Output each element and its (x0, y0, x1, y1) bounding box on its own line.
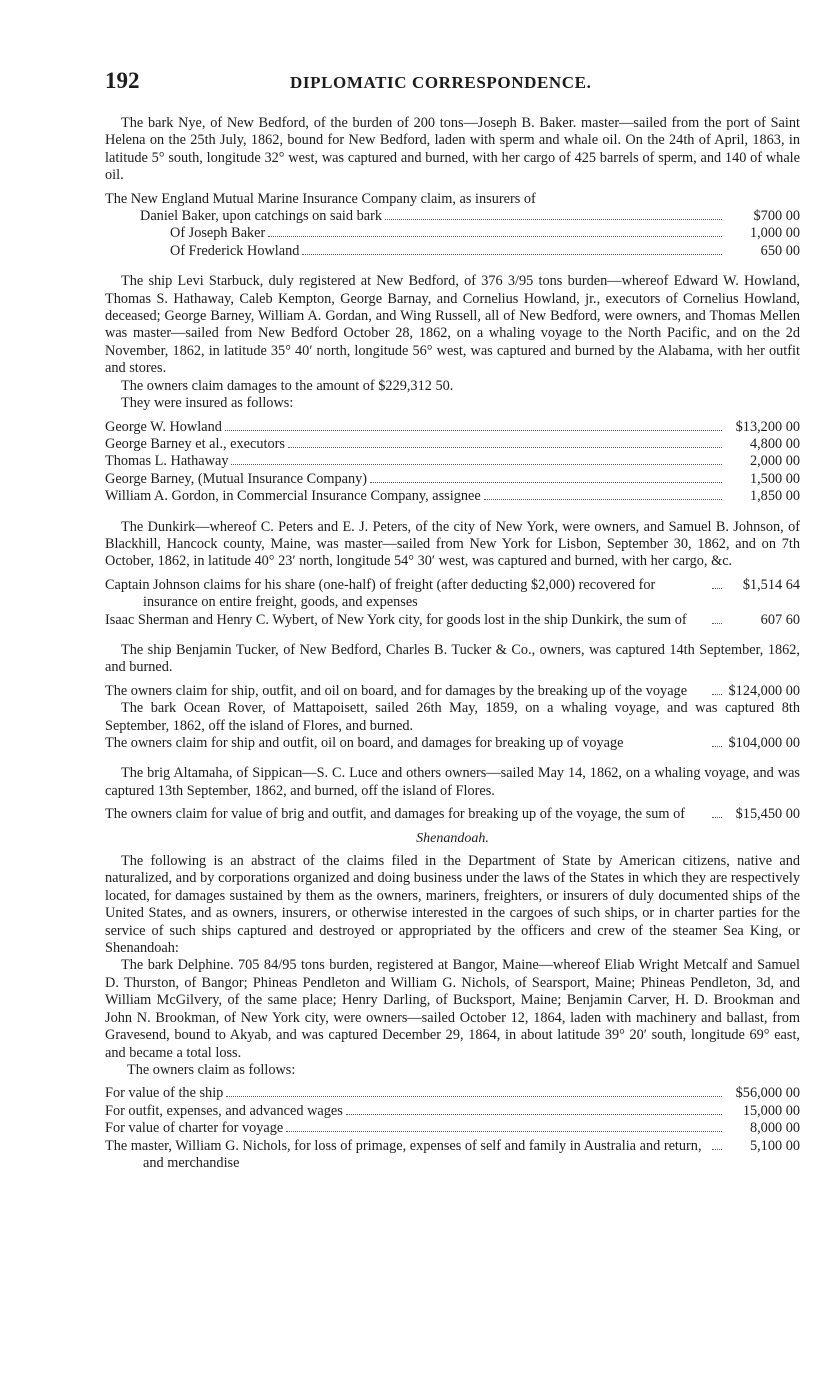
claim-row (105, 208, 800, 225)
running-title: DIPLOMATIC CORRESPONDENCE. (290, 73, 592, 92)
claim-row (105, 683, 800, 700)
claim-label: George Barney et al., executors (105, 435, 285, 452)
claim-amount: 15,000 00 (742, 1102, 800, 1119)
claim-row (105, 1120, 800, 1137)
claim-label: For value of the ship (105, 1085, 224, 1102)
claim-row (105, 419, 800, 436)
leader-dots (225, 430, 722, 431)
tucker-paragraph: The ship Benjamin Tucker, of New Bedford, Charles B. Tucker & Co., owners, was captured 14th September, 1862, and burned. (105, 641, 800, 676)
leader-dots (286, 1131, 722, 1132)
dunkirk-paragraph: The Dunkirk—whereof C. Peters and E. J. Peters, of the city of New York, were owners, and Samuel B. Johnson, of Blackhill, Hancock county, Maine, was master—sailed from New York for Lisbon, September 30, 1862, and on 7th October, 1862, in latitude 40° 23′ north, longitude 54° 30′ west, was captured and burned, with her cargo, &c. (105, 518, 800, 570)
leader-dots (712, 588, 722, 589)
claim-amount: 650 00 (760, 242, 800, 259)
claim-row (105, 471, 800, 488)
claim-amount: $1,514 64 (742, 576, 800, 593)
leader-dots (268, 236, 722, 237)
claim-row (105, 243, 800, 260)
claim-label: Thomas L. Hathaway (105, 453, 229, 470)
claim-amount: 1,850 00 (749, 488, 800, 505)
leader-dots (231, 464, 722, 465)
nye-claim-intro: The New England Mutual Marine Insurance Company claim, as insurers of (105, 190, 536, 207)
claim-label: The owners claim for ship and outfit, oil on board, and damages for breaking up of voyage (105, 735, 624, 751)
claim-row (105, 488, 800, 505)
claim-row (105, 436, 800, 453)
shenandoah-intro: The following is an abstract of the claims filed in the Department of State by American citizens, native and naturalized, and by corporations organized and doing business under the laws of the States in which they are respectively located, for damages sustained by them as the owners, mariners, freighters, or insurers of duly documented ships of the United States, and as owners, insurers, or otherwise interested in the cargoes of such ships, or in charter parties for the service of such ships captured and destroyed or appropriated by the officers and crew of the steamer Sea King, or Shenandoah: (105, 853, 800, 957)
claim-row (105, 806, 800, 823)
leader-dots (370, 482, 722, 483)
page-header (105, 68, 800, 96)
claim-label: Daniel Baker, upon catchings on said bark (140, 208, 383, 225)
claim-label: Isaac Sherman and Henry C. Wybert, of New York city, for goods lost in the ship Dunkirk, the sum of (105, 611, 687, 628)
leader-dots (712, 623, 722, 624)
leader-dots (302, 254, 722, 255)
leader-dots (385, 219, 722, 220)
leader-dots (484, 499, 722, 500)
claim-amount: $124,000 00 (728, 682, 800, 699)
claim-label: George Barney, (Mutual Insurance Company) (105, 470, 368, 487)
leader-dots (346, 1114, 722, 1115)
claim-label: William A. Gordon, in Commercial Insurance Company, assignee (105, 488, 481, 505)
claim-label: The owners claim for value of brig and outfit, and damages for breaking up of the voyage, the sum of (105, 806, 686, 823)
leader-dots (712, 746, 722, 747)
section-heading: Shenandoah. (416, 830, 489, 846)
delphine-paragraph: The bark Delphine. 705 84/95 tons burden, registered at Bangor, Maine—whereof Eliab Wright Metcalf and Samuel D. Thurston, of Bangor; Phineas Pendleton and William G. Nichols, of Searsport, Maine; Phineas Pendleton, 3d, and William McGilvery, of the same place; Henry Darling, of Bucksport, Maine; Benjamin Carver, H. D. Brookman and John N. Brookman, of New York city, were owners—sailed October 12, 1864, laden with machinery and ballast, from Gravesend, bound to Akyab, and was captured December 29, 1864, in about latitude 39° 20′ south, longitude 69° east, and became a total loss. (105, 957, 800, 1061)
claim-row (105, 735, 800, 752)
claim-row (105, 612, 800, 629)
claim-row (105, 1085, 800, 1102)
claim-amount: $104,000 00 (728, 735, 800, 751)
claim-row (105, 1138, 800, 1173)
leader-dots (712, 694, 722, 695)
page-number: 192 (105, 68, 140, 93)
claim-amount: $13,200 00 (735, 418, 800, 435)
claim-amount: 1,500 00 (749, 470, 800, 487)
claim-label: For outfit, expenses, and advanced wages (105, 1102, 343, 1119)
claim-row (105, 453, 800, 470)
claim-amount: 1,000 00 (749, 225, 800, 242)
claim-amount: 8,000 00 (749, 1120, 800, 1137)
leader-dots (712, 817, 722, 818)
claim-label: The master, William G. Nichols, for loss of primage, expenses of self and family in Australia and return, and merchandise (105, 1137, 702, 1171)
leader-dots (288, 447, 722, 448)
claim-label: Captain Johnson claims for his share (one-half) of freight (after deducting $2,000) recovered for insurance on entire freight, goods, and expenses (105, 576, 656, 611)
starbuck-paragraph: The ship Levi Starbuck, duly registered at New Bedford, of 376 3/95 tons burden—whereof Edward W. Howland, Thomas S. Hathaway, Caleb Kempton, George Barnay, and Cornelius Howland, jr., executors of Cornelius Howland, deceased; George Barney, William A. Gordan, and Wing Russell, all of New Bedford, were owners, and Thomas Mellen was master—sailed from New Bedford October 28, 1862, on a whaling voyage to the North Pacific, and on the 2d November, 1862, in latitude 35° 40′ north, longitude 56° west, was captured and burned by the Alabama, with her outfit and stores. (105, 273, 800, 377)
starbuck-claim: The owners claim damages to the amount of $229,312 50. (121, 377, 454, 394)
claim-amount: $15,450 00 (735, 806, 800, 823)
claim-label: Of Frederick Howland (170, 242, 300, 259)
nye-paragraph: The bark Nye, of New Bedford, of the burden of 200 tons—Joseph B. Baker. master—sailed from the port of Saint Helena on the 25th July, 1862, bound for New Bedford, laden with sperm and whale oil. On the 24th of April, 1863, in latitude 5° south, longitude 32° west, was captured and burned, with her cargo of 425 barrels of sperm, and 140 of whale oil. (105, 115, 800, 184)
claim-amount: $56,000 00 (735, 1085, 800, 1102)
claim-label: The owners claim for ship, outfit, and oil on board, and for damages by the breaking up of the voyage (105, 682, 688, 699)
owners-claim-intro: The owners claim as follows: (127, 1061, 296, 1078)
claim-amount: 2,000 00 (749, 453, 800, 470)
altamaha-paragraph: The brig Altamaha, of Sippican—S. C. Luce and others owners—sailed May 14, 1862, on a whaling voyage, and was captured 13th September, 1862, and burned, off the island of Flores. (105, 765, 800, 799)
page-body (105, 115, 800, 1172)
claim-amount: 607 60 (760, 611, 800, 628)
leader-dots (712, 1149, 722, 1150)
starbuck-insured: They were insured as follows: (121, 395, 294, 412)
claim-amount: 4,800 00 (749, 435, 800, 452)
claim-amount: 5,100 00 (749, 1137, 800, 1154)
claim-label: For value of charter for voyage (105, 1120, 284, 1137)
claim-row (105, 225, 800, 242)
claim-row (105, 1103, 800, 1120)
claim-label: Of Joseph Baker (170, 225, 266, 242)
leader-dots (226, 1096, 722, 1097)
claim-amount: $700 00 (753, 208, 800, 225)
claim-row (105, 577, 800, 612)
claim-label: George W. Howland (105, 418, 222, 435)
rover-paragraph: The bark Ocean Rover, of Mattapoisett, sailed 26th May, 1859, on a whaling voyage, and was captured 8th September, 1862, off the island of Flores, and burned. (105, 700, 800, 734)
